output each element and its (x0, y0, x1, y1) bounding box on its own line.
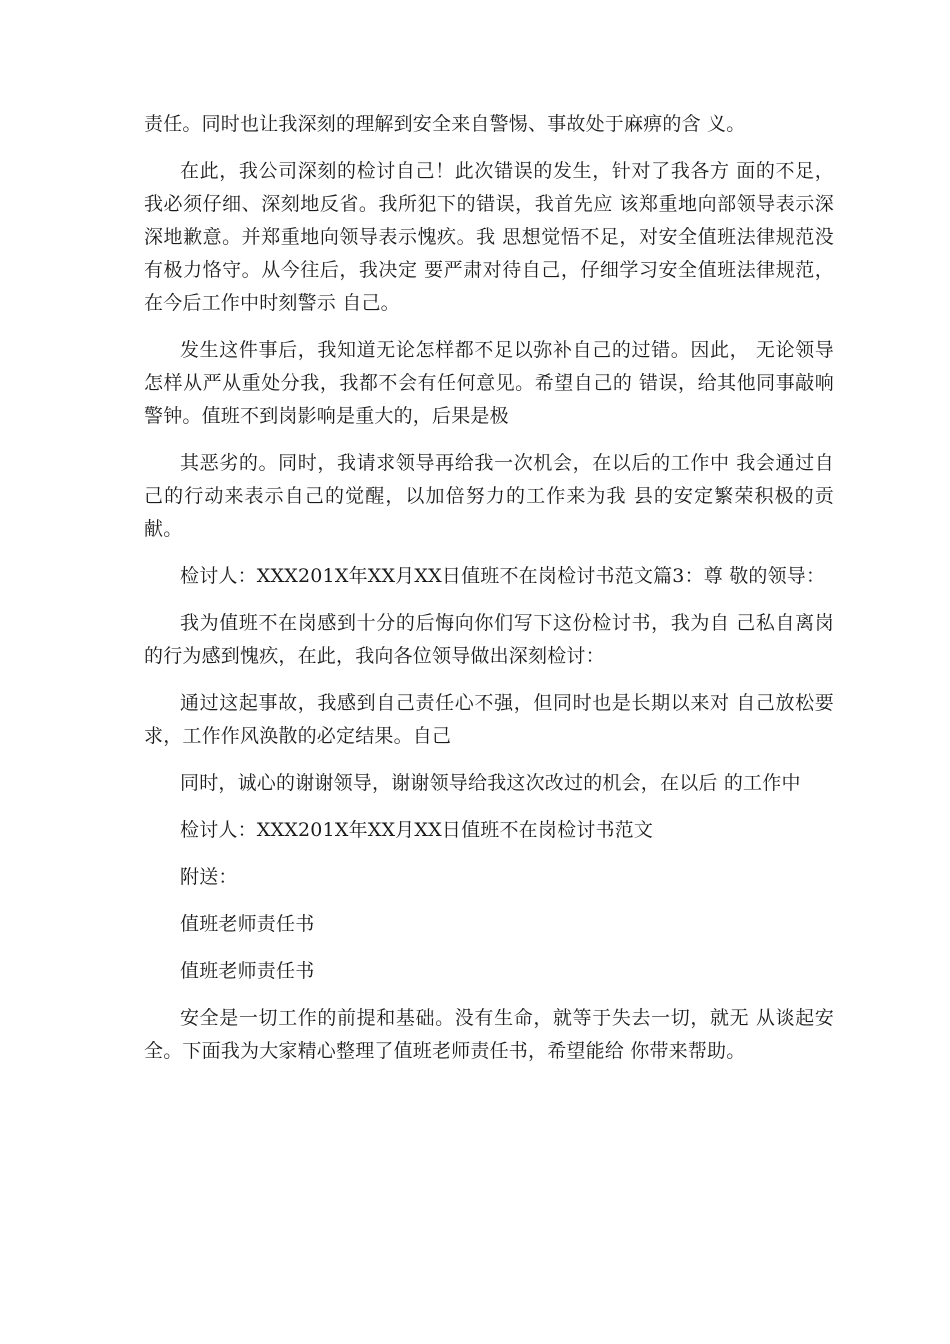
document-page (144, 108, 834, 1082)
appendix-label: 附送： (180, 866, 238, 888)
paragraph-6: 我为值班不在岗感到十分的后悔向你们写下这份检讨书，我为自 己私自离岗的行为感到愧疚，在此，我向各位领导做出深刻检讨： (144, 612, 834, 667)
paragraph-5: 检讨人：XXX201X年XX月XX日值班不在岗检讨书范文篇3：尊 敬的领导： (180, 565, 826, 587)
paragraph-1: 责任。同时也让我深刻的理解到安全来自警惕、事故处于麻痹的含 义。 (144, 113, 746, 135)
paragraph-3: 发生这件事后，我知道无论怎样都不足以弥补自己的过错。因此， 无论领导怎样从严从重处分我，我都不会有任何意见。希望自己的 错误，给其他同事敲响警钟。值班不到岗影响是重大的，后果是极 (144, 339, 834, 427)
paragraph-8: 同时，诚心的谢谢领导，谢谢领导给我这次改过的机会，在以后 的工作中 (180, 772, 801, 794)
paragraph-2: 在此，我公司深刻的检讨自己！此次错误的发生，针对了我各方 面的不足，我必须仔细、深刻地反省。我所犯下的错误，我首先应 该郑重地向部领导表示深深地歉意。并郑重地向领导表示愧疚。我 思想觉悟不足，对安全值班法律规范没有极力恪守。从今往后，我决定 要严肃对待自己，仔细学习安全值班法律规范，在今后工作中时刻警示 自己。 (144, 160, 834, 314)
signature-line: 检讨人：XXX201X年XX月XX日值班不在岗检讨书范文 (180, 819, 654, 841)
section-heading-2: 值班老师责任书 (180, 960, 315, 982)
section-heading-1: 值班老师责任书 (180, 913, 315, 935)
paragraph-closing: 安全是一切工作的前提和基础。没有生命，就等于失去一切，就无 从谈起安全。下面我为大家精心整理了值班老师责任书，希望能给 你带来帮助。 (144, 1007, 834, 1062)
paragraph-4: 其恶劣的。同时，我请求领导再给我一次机会，在以后的工作中 我会通过自己的行动来表示自己的觉醒，以加倍努力的工作来为我 县的安定繁荣积极的贡献。 (144, 452, 834, 540)
paragraph-7: 通过这起事故，我感到自己责任心不强，但同时也是长期以来对 自己放松要求，工作作风涣散的必定结果。自己 (144, 692, 834, 747)
